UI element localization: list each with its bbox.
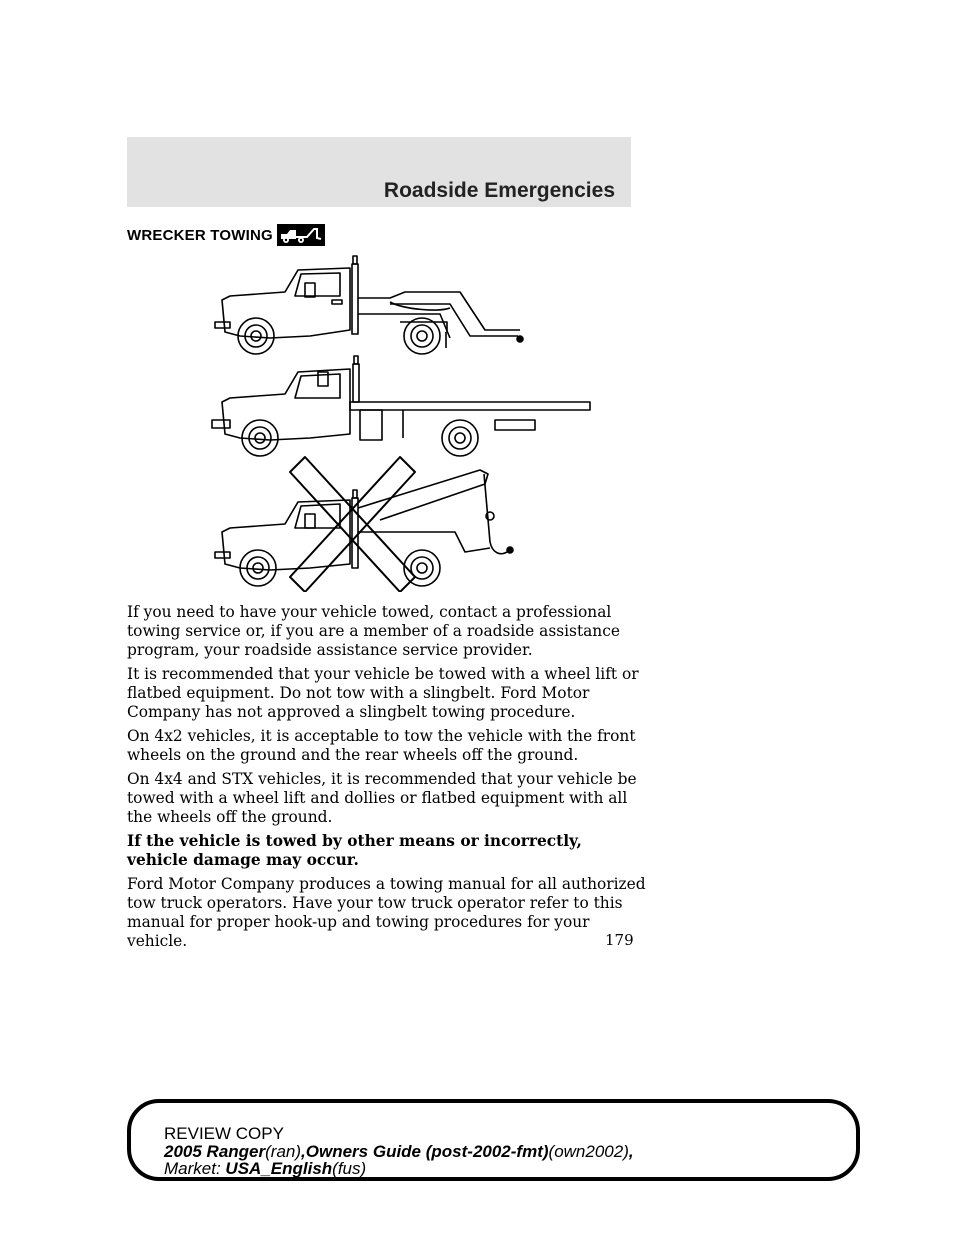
paragraph: Ford Motor Company produces a towing manual for all authorized tow truck operators. Have your tow truck operator refer to this manual for proper hook-up and towing procedures for your vehicle. — [127, 875, 646, 950]
towing-methods-illustration — [200, 252, 600, 592]
body-text — [127, 603, 647, 956]
review-label: REVIEW COPY — [164, 1124, 284, 1143]
page-number: 179 — [605, 931, 634, 949]
document-info-line: 2005 Ranger(ran),Owners Guide (post-2002-fmt)(own2002), — [164, 1141, 634, 1161]
paragraph: On 4x4 and STX vehicles, it is recommended that your vehicle be towed with a wheel lift and dollies or flatbed equipment with all the wheels off the ground. — [127, 770, 637, 826]
paragraph: It is recommended that your vehicle be towed with a wheel lift or flatbed equipment. Do not tow with a slingbelt. Ford Motor Company has not approved a slingbelt towing procedure. — [127, 665, 639, 721]
flatbed-tow-truck — [212, 356, 590, 456]
paragraph: On 4x2 vehicles, it is acceptable to tow the vehicle with the front wheels on the ground and the rear wheels off the ground. — [127, 727, 636, 764]
tow-truck-icon — [277, 224, 325, 246]
wheel-lift-tow-truck — [215, 256, 523, 354]
slingbelt-tow-truck-crossed-out — [215, 457, 513, 592]
header-band — [127, 137, 631, 207]
market-line: Market: USA_English(fus) — [164, 1159, 367, 1178]
review-copy-footer — [127, 1099, 860, 1181]
paragraph: If you need to have your vehicle towed, contact a professional towing service or, if you are a member of a roadside assistance program, your roadside assistance service provider. — [127, 603, 620, 659]
warning-paragraph: If the vehicle is towed by other means or incorrectly, vehicle damage may occur. — [127, 832, 582, 869]
section-heading-text: WRECKER TOWING — [127, 226, 273, 244]
section-heading — [127, 224, 325, 246]
page-section-title: Roadside Emergencies — [383, 179, 615, 202]
